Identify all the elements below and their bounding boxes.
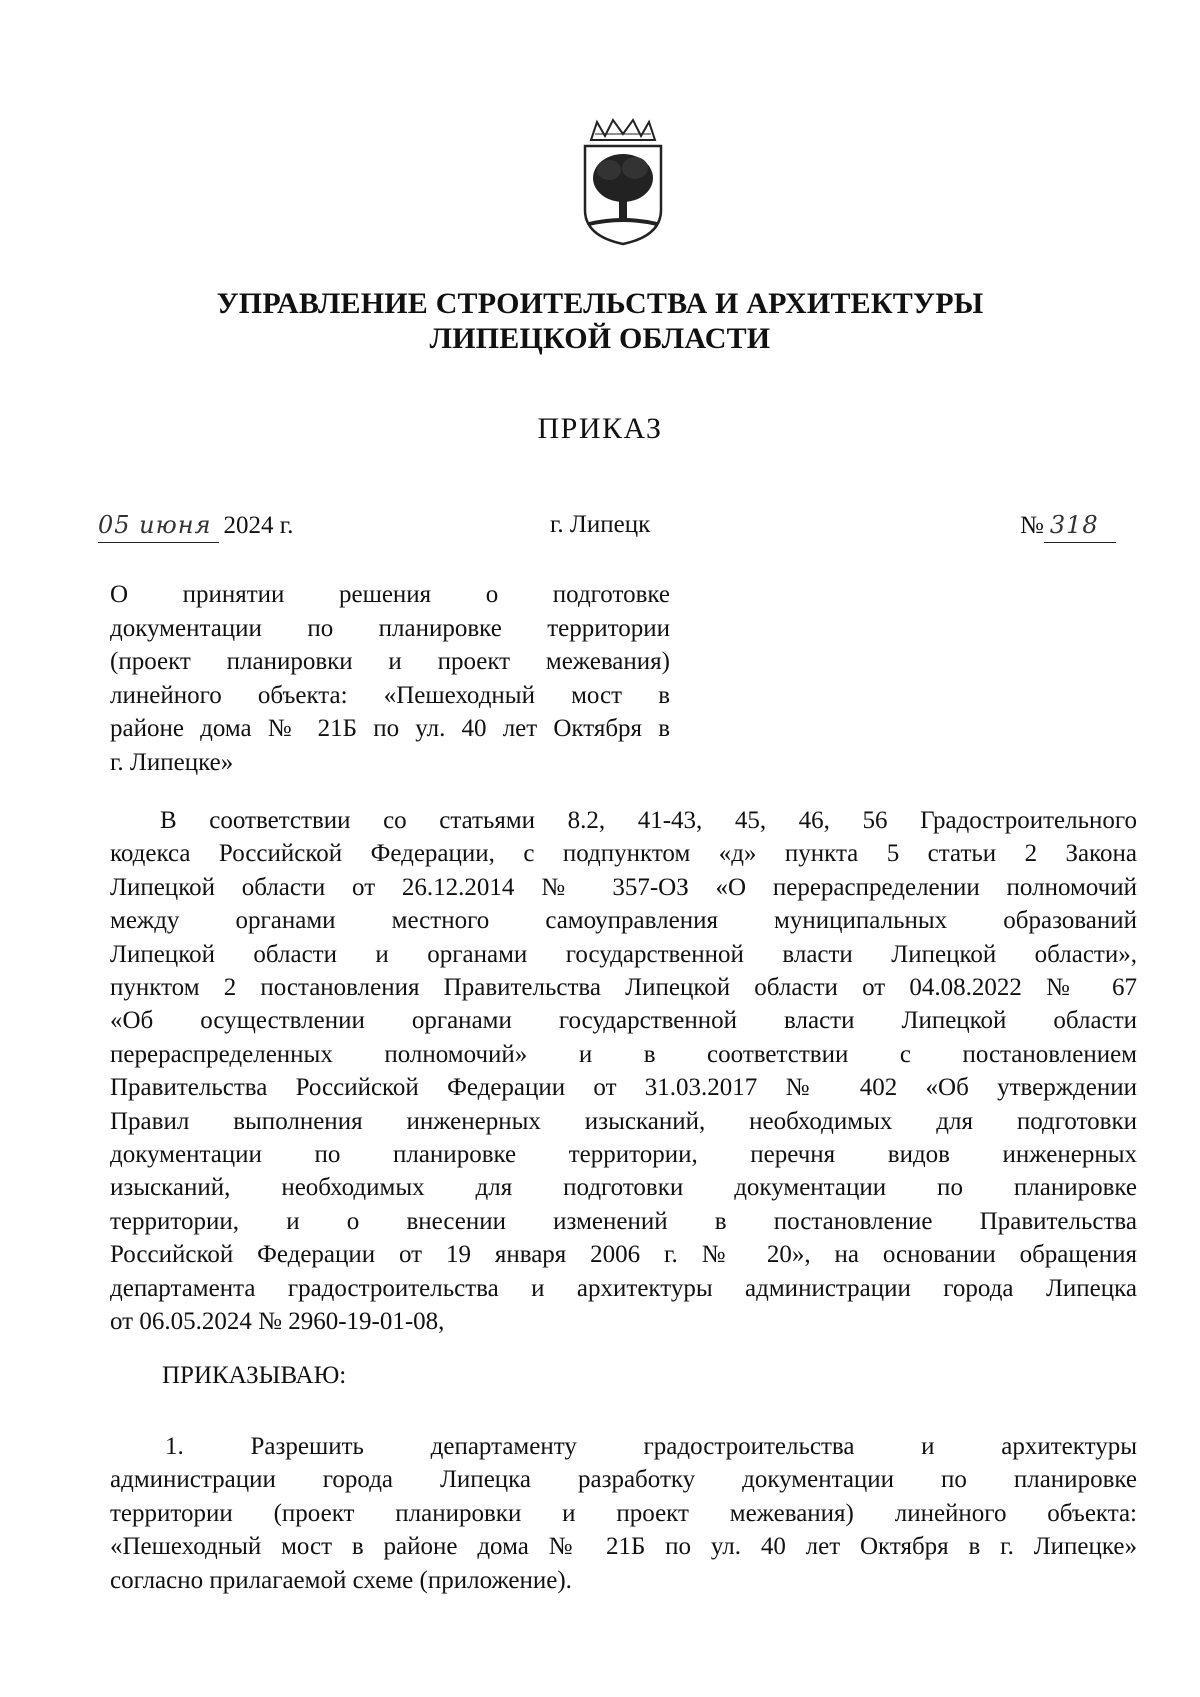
- organization-title-line1: УПРАВЛЕНИЕ СТРОИТЕЛЬСТВА И АРХИТЕКТУРЫ: [216, 287, 984, 320]
- organization-title-line2: ЛИПЕЦКОЙ ОБЛАСТИ: [429, 322, 771, 355]
- document-city: г. Липецк: [550, 511, 651, 538]
- item-line: согласно прилагаемой схеме (приложение).: [110, 1566, 572, 1594]
- document-type: ПРИКАЗ: [537, 412, 663, 445]
- coat-of-arms-icon: [573, 118, 673, 248]
- body-line: Правительства Российской Федерации от 31.03.2017 № 402 «Об утверждении: [110, 1074, 1137, 1102]
- body-line: пунктом 2 постановления Правительства Липецкой области от 04.08.2022 № 67: [110, 974, 1137, 1002]
- item-line: «Пешеходный мост в районе дома № 21Б по ул. 40 лет Октября в г. Липецке»: [110, 1533, 1137, 1561]
- handwritten-number: 318: [1049, 511, 1099, 539]
- subject-line: г. Липецке»: [110, 748, 234, 776]
- body-line: департамента градостроительства и архитектуры администрации города Липецка: [110, 1274, 1137, 1302]
- item-line: территории (проект планировки и проект межевания) линейного объекта:: [110, 1499, 1137, 1527]
- order-item-1: [110, 1430, 1137, 1597]
- body-line: от 06.05.2024 № 2960-19-01-08,: [110, 1308, 445, 1336]
- body-line: перераспределенных полномочий» и в соответствии с постановлением: [110, 1040, 1137, 1068]
- body-line: Российской Федерации от 19 января 2006 г. № 20», на основании обращения: [110, 1241, 1137, 1269]
- subject-line: линейного объекта: «Пешеходный мост в: [110, 681, 670, 709]
- order-word: ПРИКАЗЫВАЮ:: [162, 1362, 347, 1389]
- handwritten-date: 05 июня: [98, 511, 212, 539]
- body-line: «Об осуществлении органами государственной власти Липецкой области: [110, 1007, 1137, 1035]
- body-line: Правил выполнения инженерных изысканий, необходимых для подготовки: [110, 1107, 1137, 1135]
- subject-line: документации по планировке территории: [110, 614, 670, 642]
- document-date: [98, 509, 293, 543]
- document-subject: [110, 578, 670, 779]
- date-year: 2024 г.: [223, 512, 294, 539]
- body-line: В соответствии со статьями 8.2, 41-43, 45, 46, 56 Градостроительного: [160, 807, 1137, 834]
- item-line: администрации города Липецка разработку документации по планировке: [110, 1466, 1137, 1494]
- preamble-paragraph: [110, 804, 1137, 1339]
- body-line: Липецкой области и органами государственной власти Липецкой области»,: [110, 940, 1137, 968]
- body-line: Липецкой области от 26.12.2014 № 357-ОЗ «О перераспределении полномочий: [110, 873, 1137, 901]
- number-prefix: №: [1020, 512, 1044, 539]
- subject-line: О принятии решения о подготовке: [110, 581, 670, 608]
- body-line: территории, и о внесении изменений в постановление Правительства: [110, 1207, 1137, 1235]
- item-line: 1. Разрешить департаменту градостроительства и архитектуры: [165, 1433, 1137, 1460]
- subject-line: районе дома № 21Б по ул. 40 лет Октября в: [110, 715, 670, 742]
- body-line: кодекса Российской Федерации, с подпунктом «д» пункта 5 статьи 2 Закона: [110, 840, 1137, 868]
- document-number: [1020, 509, 1116, 543]
- body-line: между органами местного самоуправления муниципальных образований: [110, 907, 1137, 935]
- body-line: документации по планировке территории, перечня видов инженерных: [110, 1141, 1137, 1169]
- subject-line: (проект планировки и проект межевания): [110, 648, 670, 675]
- body-line: изысканий, необходимых для подготовки документации по планировке: [110, 1174, 1137, 1202]
